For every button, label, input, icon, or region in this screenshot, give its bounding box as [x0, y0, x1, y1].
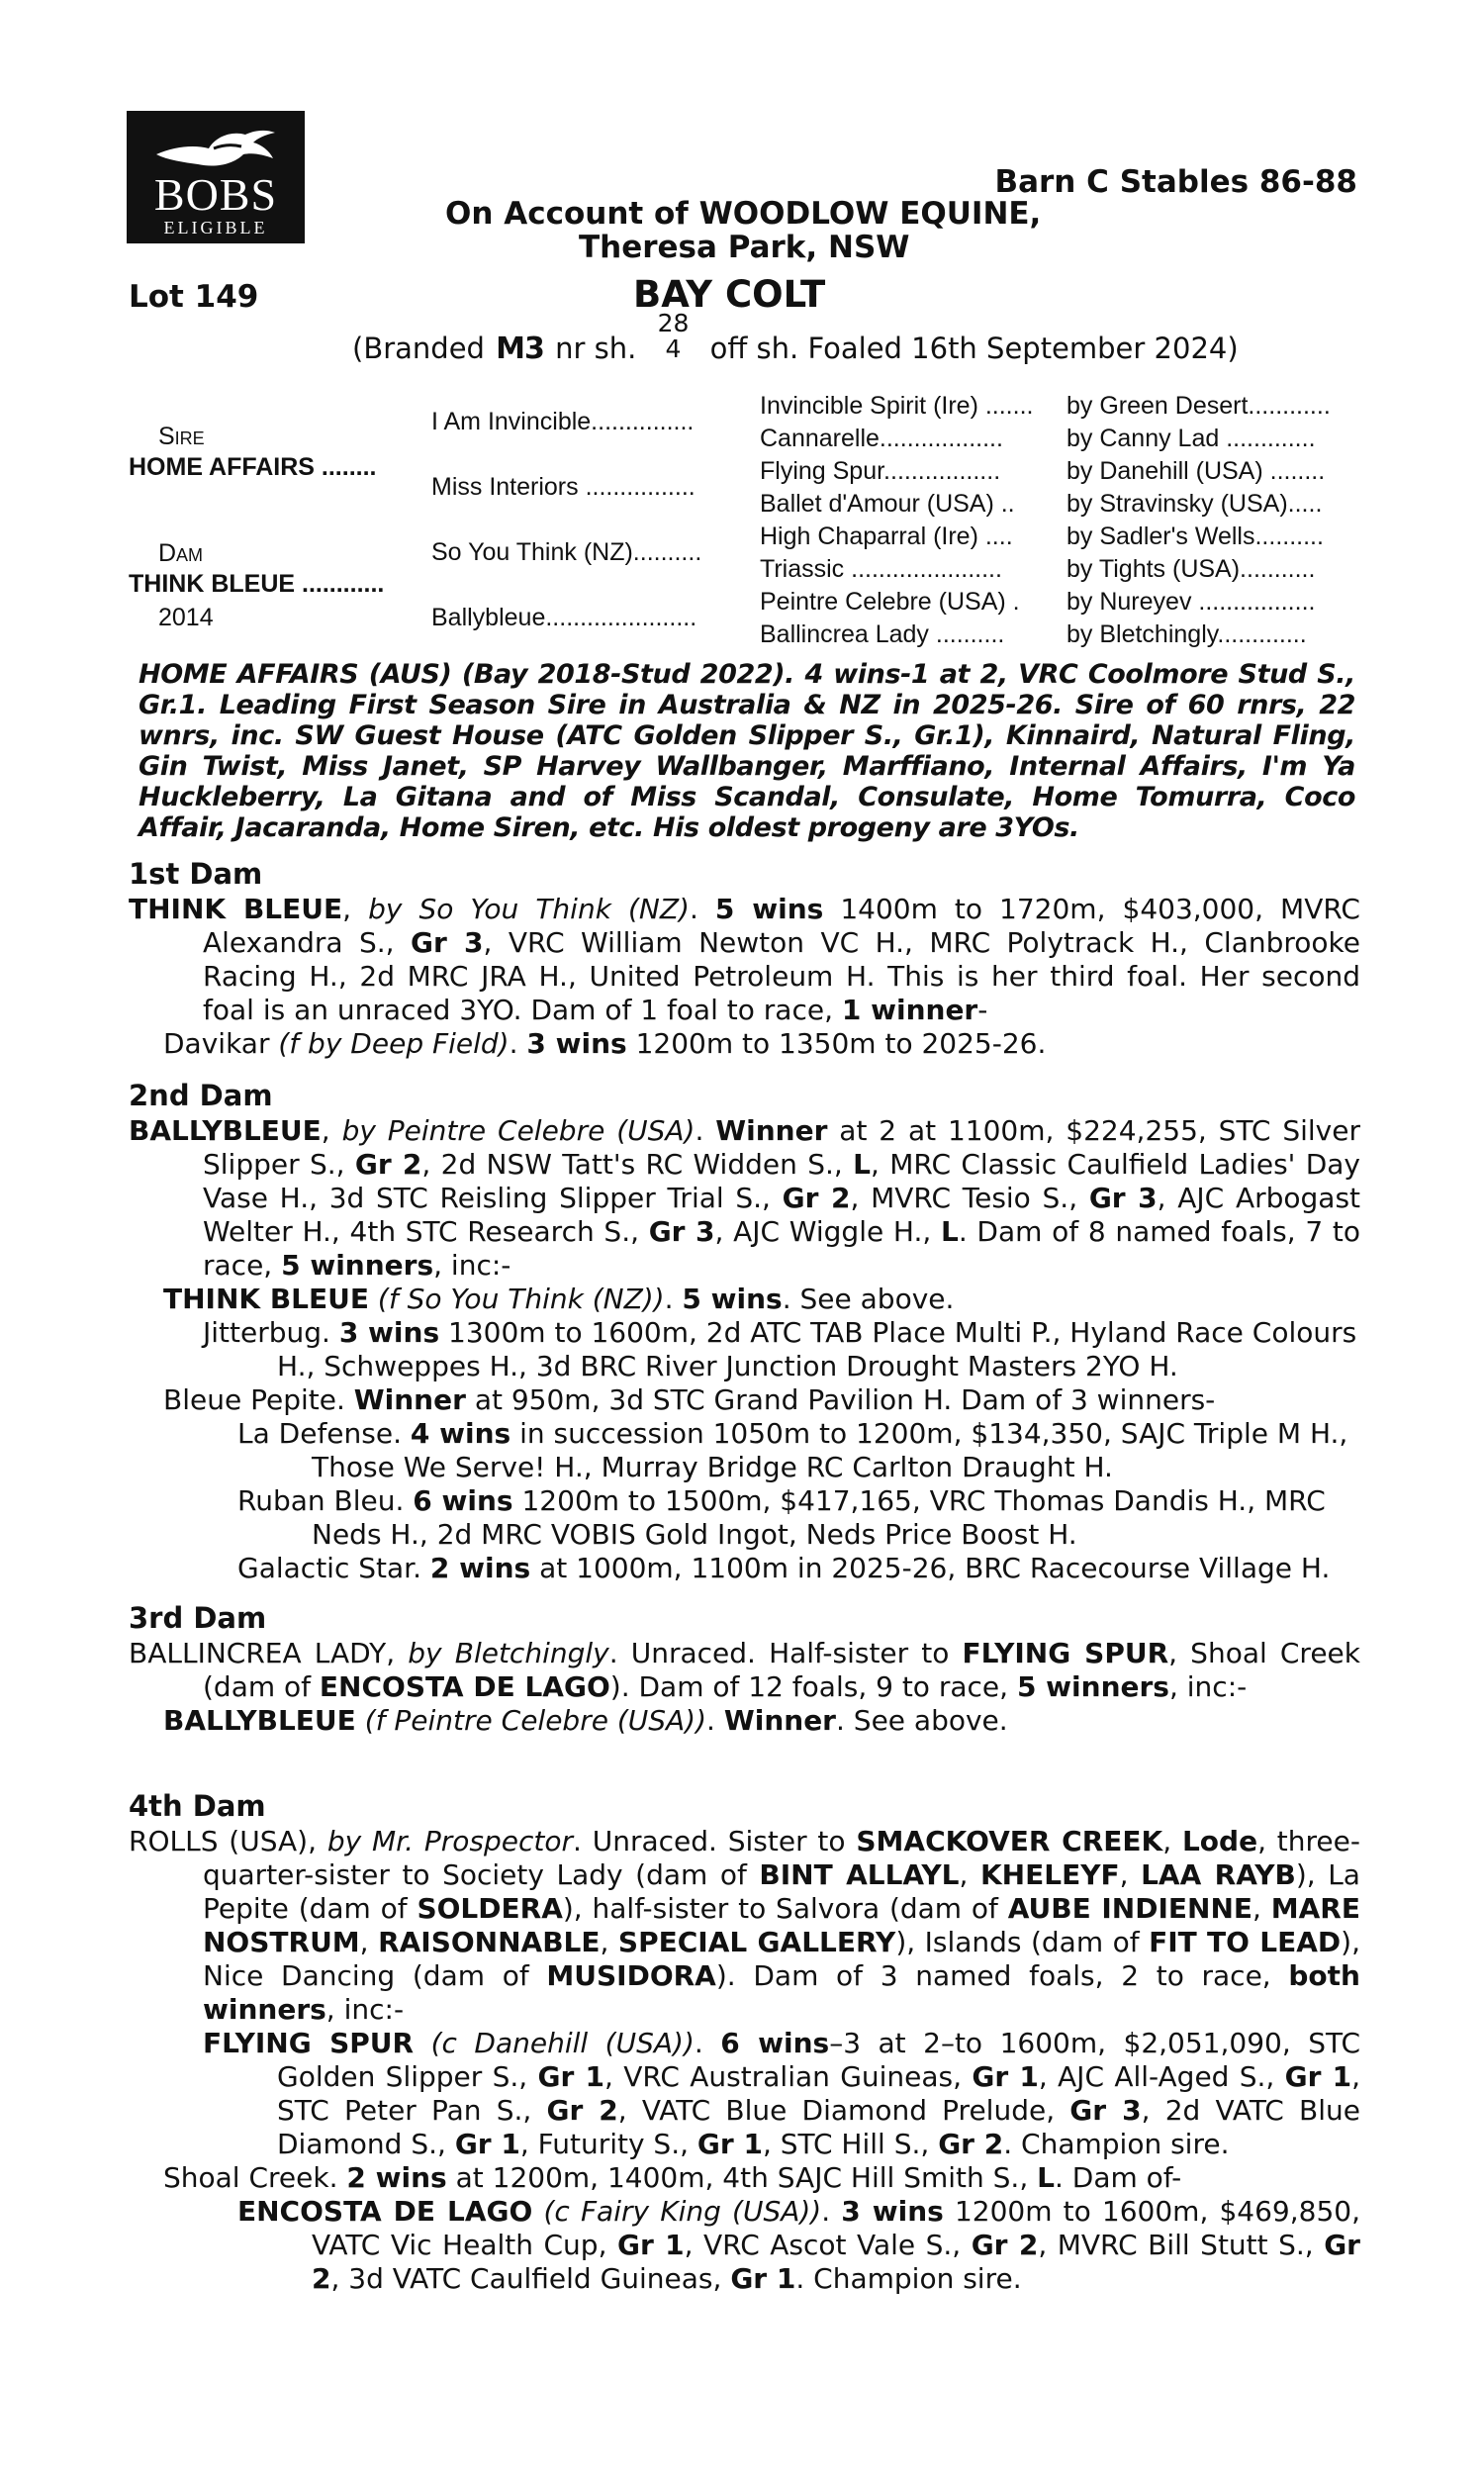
bobs-eligible-logo [127, 111, 305, 243]
dam4-paragraph: ROLLS (USA), by Mr. Prospector. Unraced. Sister to SMACKOVER CREEK, Lode, three-quarter-sister to Society Lady (dam of BINT ALLAYL, KHELEYF, LAA RAYB), La Pepite (dam of SOLDERA), half-sister to Salvora (dam of AUBE INDIENNE, MARE NOSTRUM, RAISONNABLE, SPECIAL GALLERY), Islands (dam of FIT TO LEAD), Nice Dancing (dam of MUSIDORA). Dam of 3 named foals, 2 to race, both winners, inc:- [129, 1825, 1360, 2026]
branded-prefix: (Branded [352, 332, 485, 365]
pedigree-gg-3: Flying Spur................. [760, 457, 1001, 485]
horse-racing-icon [154, 125, 278, 172]
pedigree-by-4: by Stravinsky (USA)..... [1067, 490, 1323, 518]
near-shoulder: nr sh. [555, 332, 637, 365]
dam3-paragraph: BALLINCREA LADY, by Bletchingly. Unraced. Half-sister to FLYING SPUR, Shoal Creek (dam of ENCOSTA DE LAGO). Dam of 12 foals, 9 to race, 5 winners, inc:- [129, 1637, 1361, 1703]
dam-year: 2014 [158, 604, 214, 631]
pedigree-gg-2: Cannarelle.................. [760, 425, 1003, 452]
pedigree-g2: Miss Interiors ................ [431, 473, 696, 501]
pedigree-gg-7: Peintre Celebre (USA) . [760, 588, 1020, 616]
brand-mark: M3 [496, 332, 544, 366]
off-shoulder-brand [658, 311, 690, 362]
logo-brand-text: BOBS [153, 169, 278, 220]
dam2-paragraph: BALLYBLEUE, by Peintre Celebre (USA). Winner at 2 at 1100m, $224,255, STC Silver Slipper S., Gr 2, 2d NSW Tatt's RC Widden S., L, MRC Classic Caulfield Ladies' Day Vase H., 3d STC Reisling Slipper Trial S., Gr 2, MVRC Tesio S., Gr 3, AJC Arbogast Welter H., 4th STC Research S., Gr 3, AJC Wiggle H., L. Dam of 8 named foals, 7 to race, 5 winners, inc:- [129, 1114, 1361, 1282]
dam2-granddam-1: La Defense. 4 wins in succession 1050m to 1200m, $134,350, SAJC Triple M H., Those We Serve! H., Murray Bridge RC Carlton Draught H. [237, 1417, 1348, 1483]
dam2-progeny-2: Jitterbug. 3 wins 1300m to 1600m, 2d ATC TAB Place Multi P., Hyland Race Colours H., Schweppes H., 3d BRC River Junction Drought Masters 2YO H. [203, 1316, 1357, 1382]
sire-name: HOME AFFAIRS ........ [129, 453, 377, 481]
pedigree-by-7: by Nureyev ................. [1067, 588, 1316, 616]
dam4-text [129, 1825, 1360, 2296]
pedigree-by-1: by Green Desert............ [1067, 392, 1331, 420]
lot-title: BAY COLT [633, 273, 826, 316]
pedigree-by-6: by Tights (USA)........... [1067, 555, 1316, 583]
dam2-progeny-1: THINK BLEUE (f So You Think (NZ)). 5 wins. See above. [163, 1283, 955, 1315]
pedigree-gg-5: High Chaparral (Ire) .... [760, 523, 1013, 550]
pedigree-by-8: by Bletchingly............. [1067, 620, 1307, 648]
pedigree-g3: So You Think (NZ).......... [431, 538, 702, 566]
pedigree-gg-4: Ballet d'Amour (USA) .. [760, 490, 1015, 518]
vendor-account: On Account of WOODLOW EQUINE, [445, 196, 1042, 232]
dam1-text [129, 893, 1360, 1061]
lot-number: Lot 149 [129, 279, 259, 315]
pedigree-g4: Ballybleue...................... [431, 604, 697, 631]
pedigree-gg-6: Triassic ...................... [760, 555, 1002, 583]
section-2nd-dam: 2nd Dam [129, 1079, 273, 1112]
vendor-location: Theresa Park, NSW [579, 230, 910, 265]
off-brand-bottom: 4 [665, 334, 682, 363]
sire-summary: HOME AFFAIRS (AUS) (Bay 2018-Stud 2022). 4 wins-1 at 2, VRC Coolmore Stud S., Gr.1. Leading First Season Sire in Australia & NZ in 2025-26. Sire of 60 rnrs, 22 wnrs, inc. SW Guest House (ATC Golden Slipper S., Gr.1), Kinnaird, Natural Fling, Gin Twist, Miss Janet, SP Harvey Wallbanger, Marffiano, Internal Affairs, I'm Ya Huckleberry, La Gitana and of Miss Scandal, Consulate, Home Tomurra, Coco Affair, Jacaranda, Home Siren, etc. His oldest progeny are 3YOs. [139, 659, 1355, 843]
barn-location: Barn C Stables 86-88 [994, 164, 1357, 200]
dam-label: Dam [158, 539, 204, 567]
dam2-granddam-2: Ruban Bleu. 6 wins 1200m to 1500m, $417,165, VRC Thomas Dandis H., MRC Neds H., 2d MRC VOBIS Gold Ingot, Neds Price Boost H. [237, 1484, 1326, 1551]
dam2-progeny-3: Bleue Pepite. Winner at 950m, 3d STC Grand Pavilion H. Dam of 3 winners- [163, 1383, 1216, 1416]
sire-label: Sire [158, 423, 205, 450]
dam2-granddam-3: Galactic Star. 2 wins at 1000m, 1100m in 2025-26, BRC Racecourse Village H. [237, 1552, 1331, 1584]
dam3-text [129, 1637, 1360, 1738]
dam3-progeny: BALLYBLEUE (f Peintre Celebre (USA)). Winner. See above. [163, 1704, 1008, 1737]
off-brand-top: 28 [657, 309, 690, 337]
section-4th-dam: 4th Dam [129, 1789, 266, 1823]
pedigree-gg-8: Ballincrea Lady .......... [760, 620, 1005, 648]
dam4-granddam-1: ENCOSTA DE LAGO (c Fairy King (USA)). 3 wins 1200m to 1600m, $469,850, VATC Vic Health Cup, Gr 1, VRC Ascot Vale S., Gr 2, MVRC Bill Stutt S., Gr 2, 3d VATC Caulfield Guineas, Gr 1. Champion sire. [237, 2195, 1360, 2295]
off-shoulder-foaled: off sh. Foaled 16th September 2024) [709, 332, 1239, 365]
dam-name: THINK BLEUE ............ [129, 570, 385, 598]
pedigree-by-2: by Canny Lad ............. [1067, 425, 1316, 452]
pedigree-gg-1: Invincible Spirit (Ire) ....... [760, 392, 1034, 420]
pedigree-g1: I Am Invincible............... [431, 408, 695, 435]
pedigree-by-3: by Danehill (USA) ........ [1067, 457, 1326, 485]
dam4-progeny-2: Shoal Creek. 2 wins at 1200m, 1400m, 4th SAJC Hill Smith S., L. Dam of- [163, 2161, 1182, 2194]
dam4-progeny-1: FLYING SPUR (c Danehill (USA)). 6 wins–3 at 2–to 1600m, $2,051,090, STC Golden Slipper S., Gr 1, VRC Australian Guineas, Gr 1, AJC All-Aged S., Gr 1, STC Peter Pan S., Gr 2, VATC Blue Diamond Prelude, Gr 3, 2d VATC Blue Diamond S., Gr 1, Futurity S., Gr 1, STC Hill S., Gr 2. Champion sire. [203, 2027, 1361, 2160]
brand-line [352, 309, 1239, 376]
dam1-paragraph: THINK BLEUE, by So You Think (NZ). 5 wins 1400m to 1720m, $403,000, MVRC Alexandra S., Gr 3, VRC William Newton VC H., MRC Polytrack H., Clanbrooke Racing H., 2d MRC JRA H., United Petroleum H. This is her third foal. Her second foal is an unraced 3YO. Dam of 1 foal to race, 1 winner- [129, 893, 1360, 1026]
section-3rd-dam: 3rd Dam [129, 1601, 267, 1635]
dam2-text [129, 1114, 1360, 1585]
pedigree-by-5: by Sadler's Wells.......... [1067, 523, 1324, 550]
logo-sub-text: ELIGIBLE [163, 218, 268, 238]
dam1-progeny: Davikar (f by Deep Field). 3 wins 1200m to 1350m to 2025-26. [163, 1027, 1047, 1060]
section-1st-dam: 1st Dam [129, 857, 263, 891]
